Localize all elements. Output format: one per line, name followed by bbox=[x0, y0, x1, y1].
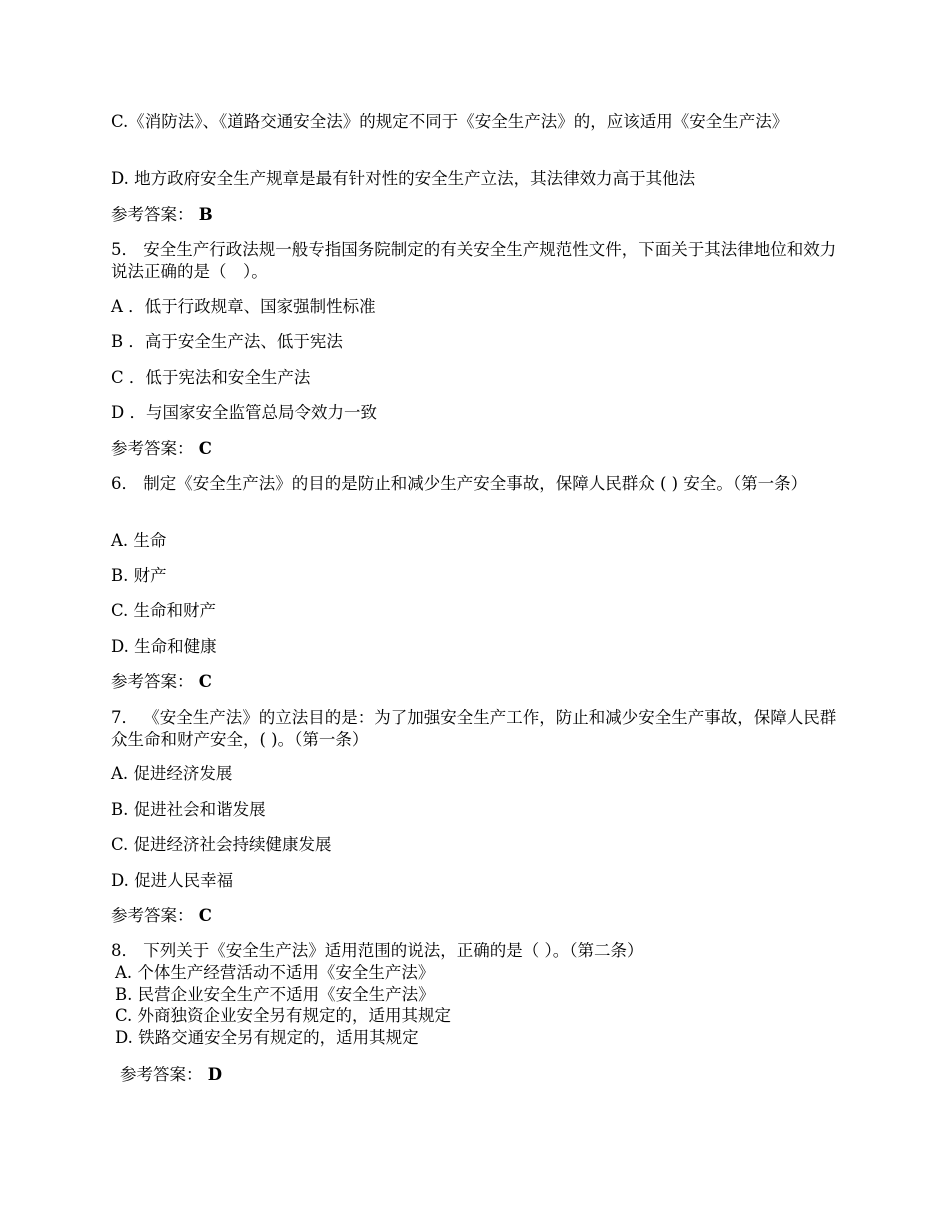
answer-label: 参考答案： bbox=[111, 205, 194, 224]
q8-question: 8． 下列关于《安全生产法》适用范围的说法，正确的是（ ）。（第二条） bbox=[111, 941, 644, 960]
q8-option-b: B. 民营企业安全生产不适用《安全生产法》 bbox=[115, 985, 435, 1004]
q6-question: 6． 制定《安全生产法》的目的是防止和减少生产安全事故，保障人民群众 ( ) 安全。（第一条） bbox=[111, 474, 808, 493]
q4-answer bbox=[111, 204, 841, 226]
q8-option-a: A. 个体生产经营活动不适用《安全生产法》 bbox=[115, 963, 435, 982]
q8-option-d: D. 铁路交通安全另有规定的，适用其规定 bbox=[115, 1028, 419, 1047]
q5-option-b: B ．高于安全生产法、低于宪法 bbox=[111, 332, 343, 351]
q4-option-c: C.《消防法》、《道路交通安全法》的规定不同于《安全生产法》的，应该适用《安全生产法》 bbox=[111, 112, 789, 131]
q6-option-d: D. 生命和健康 bbox=[111, 637, 217, 656]
q7-answer bbox=[111, 905, 841, 927]
answer-label: 参考答案： bbox=[111, 906, 194, 925]
answer-label: 参考答案： bbox=[120, 1065, 203, 1084]
answer-label: 参考答案： bbox=[111, 672, 194, 691]
q5-option-a: A ．低于行政规章、国家强制性标准 bbox=[111, 297, 376, 316]
answer-value: B bbox=[198, 205, 213, 224]
answer-value: C bbox=[198, 672, 212, 691]
q5-answer bbox=[111, 438, 841, 460]
q6-option-a: A. 生命 bbox=[111, 531, 167, 550]
q7-option-d: D. 促进人民幸福 bbox=[111, 871, 234, 890]
q7-option-a: A. 促进经济发展 bbox=[111, 764, 233, 783]
q6-option-c: C. 生命和财产 bbox=[111, 601, 217, 620]
answer-label: 参考答案： bbox=[111, 439, 194, 458]
q8-option-c: C. 外商独资企业安全另有规定的，适用其规定 bbox=[115, 1006, 452, 1025]
answer-value: C bbox=[198, 906, 212, 925]
q5-option-d: D ．与国家安全监管总局令效力一致 bbox=[111, 403, 377, 422]
q7-question: 7． 《安全生产法》的立法目的是：为了加强安全生产工作，防止和减少安全生产事故，保障人民群众生命和财产安全，( )。（第一条） bbox=[111, 708, 837, 749]
q7-option-c: C. 促进经济社会持续健康发展 bbox=[111, 835, 332, 854]
q8-answer bbox=[120, 1064, 850, 1086]
q4-option-d: D. 地方政府安全生产规章是最有针对性的安全生产立法，其法律效力高于其他法 bbox=[111, 169, 696, 188]
q7-option-b: B. 促进社会和谐发展 bbox=[111, 800, 266, 819]
q5-question: 5． 安全生产行政法规一般专指国务院制定的有关安全生产规范性文件，下面关于其法律地位和效力说法正确的是（ ）。 bbox=[111, 240, 837, 281]
answer-value: C bbox=[198, 439, 212, 458]
q6-answer bbox=[111, 671, 841, 693]
answer-value: D bbox=[207, 1065, 223, 1084]
q6-option-b: B. 财产 bbox=[111, 566, 167, 585]
q5-option-c: C ．低于宪法和安全生产法 bbox=[111, 368, 311, 387]
